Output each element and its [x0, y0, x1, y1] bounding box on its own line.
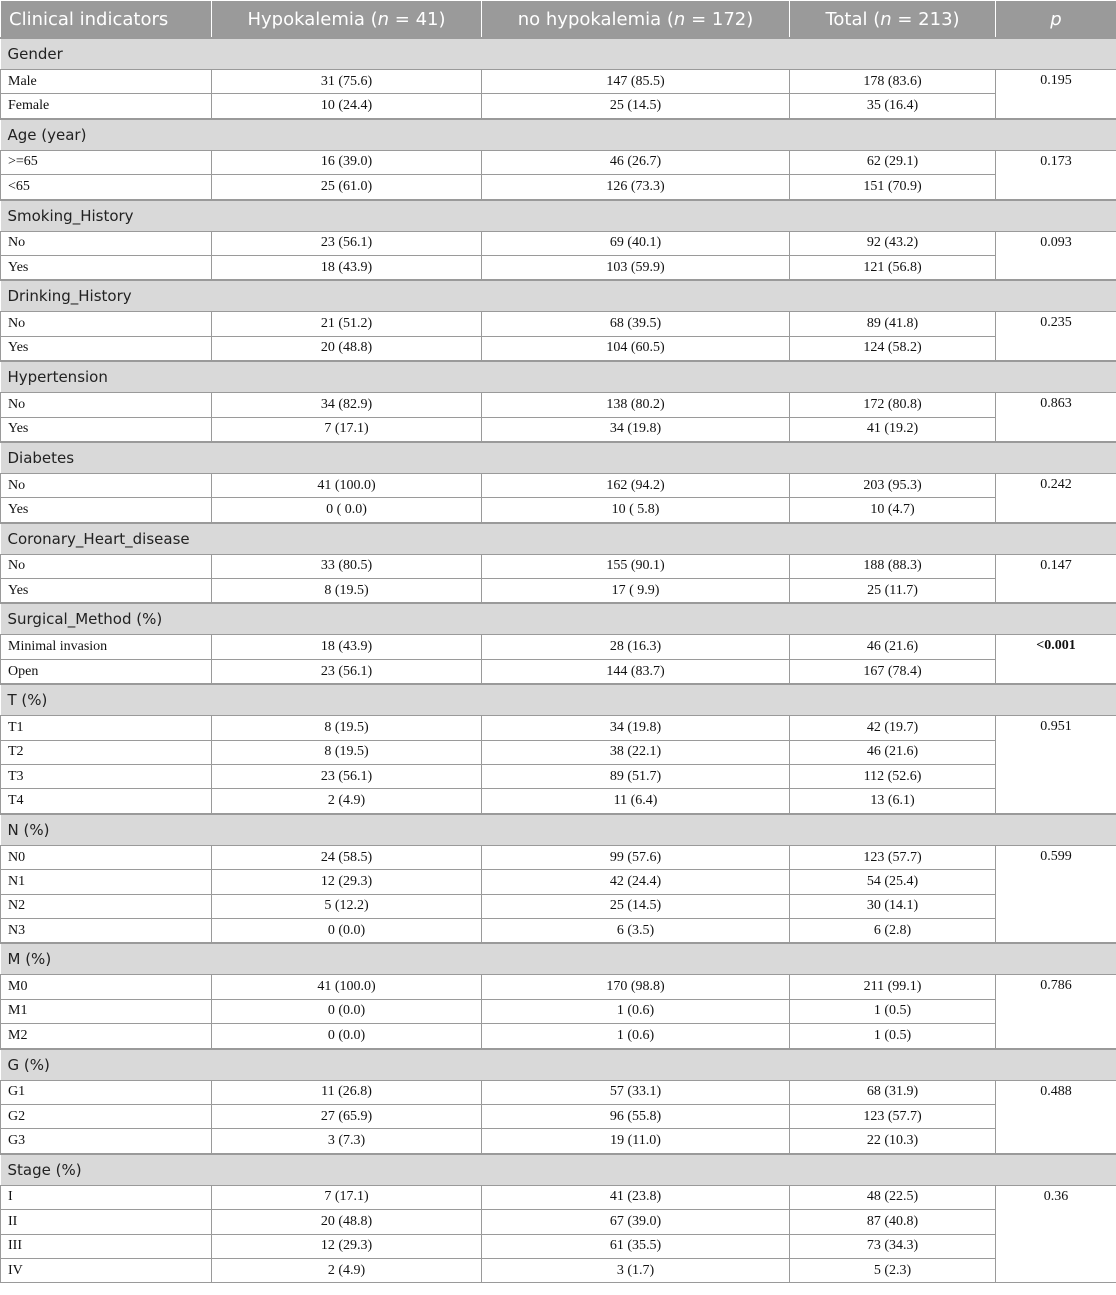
row-label: T4: [1, 789, 212, 814]
total-cell: 124 (58.2): [790, 336, 996, 361]
no-hypokalemia-cell: 68 (39.5): [482, 312, 790, 336]
total-cell: 5 (2.3): [790, 1258, 996, 1282]
no-hypokalemia-cell: 67 (39.0): [482, 1210, 790, 1234]
row-label: N1: [1, 870, 212, 894]
total-cell: 151 (70.9): [790, 175, 996, 200]
group-title: N (%): [1, 814, 1116, 846]
table-row: [1, 393, 1116, 417]
no-hypokalemia-cell: 104 (60.5): [482, 336, 790, 361]
no-hypokalemia-cell: 69 (40.1): [482, 231, 790, 255]
p-value-cell: 0.599: [996, 845, 1116, 943]
hypokalemia-cell: 21 (51.2): [212, 312, 482, 336]
hypokalemia-cell: 10 (24.4): [212, 94, 482, 119]
total-cell: 6 (2.8): [790, 918, 996, 943]
no-hypokalemia-cell: 28 (16.3): [482, 635, 790, 659]
p-value-cell: 0.863: [996, 393, 1116, 442]
row-label: Open: [1, 659, 212, 684]
total-cell: 62 (29.1): [790, 150, 996, 174]
table-row: [1, 1129, 1116, 1154]
hypokalemia-cell: 33 (80.5): [212, 554, 482, 578]
total-cell: 22 (10.3): [790, 1129, 996, 1154]
p-value-cell: 0.36: [996, 1185, 1116, 1283]
table-row: [1, 659, 1116, 684]
table-row: [1, 716, 1116, 740]
header-no-hypokalemia-n: n: [673, 8, 686, 30]
p-value-cell: 0.488: [996, 1080, 1116, 1154]
no-hypokalemia-cell: 17 ( 9.9): [482, 579, 790, 604]
no-hypokalemia-cell: 41 (23.8): [482, 1185, 790, 1209]
row-label: M1: [1, 999, 212, 1023]
row-label: >=65: [1, 150, 212, 174]
no-hypokalemia-cell: 25 (14.5): [482, 894, 790, 918]
total-cell: 46 (21.6): [790, 740, 996, 764]
row-label: Yes: [1, 417, 212, 442]
header-hypokalemia-suffix: = 41): [389, 8, 446, 30]
no-hypokalemia-cell: 38 (22.1): [482, 740, 790, 764]
header-total-suffix: = 213): [891, 8, 960, 30]
p-value-cell: 0.173: [996, 150, 1116, 199]
group-title: G (%): [1, 1049, 1116, 1081]
header-clinical-indicators: Clinical indicators: [1, 1, 212, 39]
total-cell: 89 (41.8): [790, 312, 996, 336]
no-hypokalemia-cell: 46 (26.7): [482, 150, 790, 174]
table-body: [1, 38, 1116, 1283]
header-row: [1, 1, 1116, 39]
hypokalemia-cell: 12 (29.3): [212, 1234, 482, 1258]
hypokalemia-cell: 2 (4.9): [212, 1258, 482, 1282]
no-hypokalemia-cell: 126 (73.3): [482, 175, 790, 200]
table-row: [1, 70, 1116, 94]
no-hypokalemia-cell: 61 (35.5): [482, 1234, 790, 1258]
total-cell: 30 (14.1): [790, 894, 996, 918]
table-row: [1, 740, 1116, 764]
total-cell: 13 (6.1): [790, 789, 996, 814]
row-label: Yes: [1, 498, 212, 523]
table-row: [1, 1258, 1116, 1282]
hypokalemia-cell: 7 (17.1): [212, 417, 482, 442]
row-label: No: [1, 554, 212, 578]
no-hypokalemia-cell: 42 (24.4): [482, 870, 790, 894]
group-header-row: [1, 1154, 1116, 1186]
no-hypokalemia-cell: 89 (51.7): [482, 765, 790, 789]
total-cell: 203 (95.3): [790, 473, 996, 497]
no-hypokalemia-cell: 34 (19.8): [482, 716, 790, 740]
row-label: II: [1, 1210, 212, 1234]
table-row: [1, 1024, 1116, 1049]
header-total: [790, 1, 996, 39]
row-label: Minimal invasion: [1, 635, 212, 659]
p-value-cell: <0.001: [996, 635, 1116, 684]
group-header-row: [1, 684, 1116, 716]
group-header-row: [1, 1049, 1116, 1081]
total-cell: 92 (43.2): [790, 231, 996, 255]
total-cell: 123 (57.7): [790, 845, 996, 869]
no-hypokalemia-cell: 147 (85.5): [482, 70, 790, 94]
table-row: [1, 765, 1116, 789]
total-cell: 68 (31.9): [790, 1080, 996, 1104]
table-row: [1, 312, 1116, 336]
hypokalemia-cell: 18 (43.9): [212, 635, 482, 659]
row-label: Yes: [1, 336, 212, 361]
hypokalemia-cell: 8 (19.5): [212, 740, 482, 764]
p-value-cell: 0.786: [996, 975, 1116, 1049]
group-header-row: [1, 361, 1116, 393]
total-cell: 54 (25.4): [790, 870, 996, 894]
hypokalemia-cell: 8 (19.5): [212, 716, 482, 740]
total-cell: 188 (88.3): [790, 554, 996, 578]
group-header-row: [1, 38, 1116, 70]
row-label: I: [1, 1185, 212, 1209]
table-row: [1, 1210, 1116, 1234]
table-row: [1, 417, 1116, 442]
table-row: [1, 255, 1116, 280]
total-cell: 172 (80.8): [790, 393, 996, 417]
total-cell: 178 (83.6): [790, 70, 996, 94]
hypokalemia-cell: 3 (7.3): [212, 1129, 482, 1154]
header-p-label: p: [1050, 8, 1062, 30]
row-label: No: [1, 231, 212, 255]
row-label: Yes: [1, 579, 212, 604]
row-label: G3: [1, 1129, 212, 1154]
group-header-row: [1, 280, 1116, 312]
no-hypokalemia-cell: 3 (1.7): [482, 1258, 790, 1282]
group-header-row: [1, 523, 1116, 555]
hypokalemia-cell: 0 (0.0): [212, 999, 482, 1023]
table-row: [1, 150, 1116, 174]
header-no-hypokalemia-suffix: = 172): [685, 8, 754, 30]
table-row: [1, 554, 1116, 578]
group-title: M (%): [1, 943, 1116, 975]
hypokalemia-cell: 20 (48.8): [212, 336, 482, 361]
table-row: [1, 918, 1116, 943]
table-row: [1, 336, 1116, 361]
hypokalemia-cell: 8 (19.5): [212, 579, 482, 604]
no-hypokalemia-cell: 25 (14.5): [482, 94, 790, 119]
no-hypokalemia-cell: 1 (0.6): [482, 1024, 790, 1049]
group-title: Coronary_Heart_disease: [1, 523, 1116, 555]
table-row: [1, 1234, 1116, 1258]
total-cell: 211 (99.1): [790, 975, 996, 999]
row-label: IV: [1, 1258, 212, 1282]
hypokalemia-cell: 23 (56.1): [212, 231, 482, 255]
no-hypokalemia-cell: 10 ( 5.8): [482, 498, 790, 523]
row-label: <65: [1, 175, 212, 200]
row-label: M2: [1, 1024, 212, 1049]
group-title: Surgical_Method (%): [1, 603, 1116, 635]
table-row: [1, 1080, 1116, 1104]
table-row: [1, 1104, 1116, 1128]
table-row: [1, 498, 1116, 523]
row-label: M0: [1, 975, 212, 999]
table-row: [1, 845, 1116, 869]
no-hypokalemia-cell: 103 (59.9): [482, 255, 790, 280]
hypokalemia-cell: 12 (29.3): [212, 870, 482, 894]
p-value-cell: 0.147: [996, 554, 1116, 603]
row-label: No: [1, 312, 212, 336]
group-title: Stage (%): [1, 1154, 1116, 1186]
row-label: G2: [1, 1104, 212, 1128]
row-label: T3: [1, 765, 212, 789]
total-cell: 35 (16.4): [790, 94, 996, 119]
header-hypokalemia: [212, 1, 482, 39]
hypokalemia-cell: 16 (39.0): [212, 150, 482, 174]
hypokalemia-cell: 24 (58.5): [212, 845, 482, 869]
total-cell: 1 (0.5): [790, 999, 996, 1023]
table-row: [1, 579, 1116, 604]
group-title: Diabetes: [1, 442, 1116, 474]
row-label: N0: [1, 845, 212, 869]
total-cell: 42 (19.7): [790, 716, 996, 740]
no-hypokalemia-cell: 144 (83.7): [482, 659, 790, 684]
p-value-cell: 0.242: [996, 473, 1116, 522]
no-hypokalemia-cell: 11 (6.4): [482, 789, 790, 814]
table-row: [1, 870, 1116, 894]
group-header-row: [1, 603, 1116, 635]
no-hypokalemia-cell: 99 (57.6): [482, 845, 790, 869]
p-value-cell: 0.235: [996, 312, 1116, 361]
group-header-row: [1, 119, 1116, 151]
row-label: N2: [1, 894, 212, 918]
total-cell: 25 (11.7): [790, 579, 996, 604]
table-row: [1, 1185, 1116, 1209]
hypokalemia-cell: 23 (56.1): [212, 765, 482, 789]
no-hypokalemia-cell: 138 (80.2): [482, 393, 790, 417]
group-title: Drinking_History: [1, 280, 1116, 312]
hypokalemia-cell: 41 (100.0): [212, 975, 482, 999]
row-label: No: [1, 473, 212, 497]
table-row: [1, 473, 1116, 497]
header-p-value: [996, 1, 1116, 39]
header-hypokalemia-prefix: Hypokalemia (: [247, 8, 378, 30]
no-hypokalemia-cell: 1 (0.6): [482, 999, 790, 1023]
group-header-row: [1, 442, 1116, 474]
group-title: T (%): [1, 684, 1116, 716]
header-total-prefix: Total (: [825, 8, 881, 30]
p-value-cell: 0.093: [996, 231, 1116, 280]
no-hypokalemia-cell: 19 (11.0): [482, 1129, 790, 1154]
no-hypokalemia-cell: 34 (19.8): [482, 417, 790, 442]
p-value-cell: 0.951: [996, 716, 1116, 814]
hypokalemia-cell: 5 (12.2): [212, 894, 482, 918]
total-cell: 121 (56.8): [790, 255, 996, 280]
hypokalemia-cell: 0 (0.0): [212, 918, 482, 943]
row-label: Male: [1, 70, 212, 94]
no-hypokalemia-cell: 96 (55.8): [482, 1104, 790, 1128]
hypokalemia-cell: 0 (0.0): [212, 1024, 482, 1049]
no-hypokalemia-cell: 57 (33.1): [482, 1080, 790, 1104]
table-row: [1, 231, 1116, 255]
total-cell: 48 (22.5): [790, 1185, 996, 1209]
no-hypokalemia-cell: 6 (3.5): [482, 918, 790, 943]
total-cell: 112 (52.6): [790, 765, 996, 789]
hypokalemia-cell: 34 (82.9): [212, 393, 482, 417]
row-label: T2: [1, 740, 212, 764]
hypokalemia-cell: 27 (65.9): [212, 1104, 482, 1128]
row-label: T1: [1, 716, 212, 740]
hypokalemia-cell: 18 (43.9): [212, 255, 482, 280]
hypokalemia-cell: 20 (48.8): [212, 1210, 482, 1234]
group-title: Smoking_History: [1, 200, 1116, 232]
total-cell: 10 (4.7): [790, 498, 996, 523]
group-header-row: [1, 814, 1116, 846]
row-label: No: [1, 393, 212, 417]
header-total-n: n: [880, 8, 892, 30]
header-no-hypokalemia: [482, 1, 790, 39]
group-header-row: [1, 943, 1116, 975]
hypokalemia-cell: 11 (26.8): [212, 1080, 482, 1104]
table-row: [1, 94, 1116, 119]
table-row: [1, 975, 1116, 999]
p-value-cell: 0.195: [996, 70, 1116, 119]
total-cell: 87 (40.8): [790, 1210, 996, 1234]
hypokalemia-cell: 41 (100.0): [212, 473, 482, 497]
row-label: Female: [1, 94, 212, 119]
header-no-hypokalemia-prefix: no hypokalemia (: [517, 8, 674, 30]
table-row: [1, 999, 1116, 1023]
row-label: III: [1, 1234, 212, 1258]
header-hypokalemia-n: n: [377, 8, 390, 30]
total-cell: 123 (57.7): [790, 1104, 996, 1128]
table-row: [1, 789, 1116, 814]
row-label: Yes: [1, 255, 212, 280]
hypokalemia-cell: 0 ( 0.0): [212, 498, 482, 523]
hypokalemia-cell: 31 (75.6): [212, 70, 482, 94]
total-cell: 1 (0.5): [790, 1024, 996, 1049]
group-header-row: [1, 200, 1116, 232]
group-title: Hypertension: [1, 361, 1116, 393]
total-cell: 46 (21.6): [790, 635, 996, 659]
row-label: G1: [1, 1080, 212, 1104]
group-title: Gender: [1, 38, 1116, 70]
hypokalemia-cell: 23 (56.1): [212, 659, 482, 684]
row-label: N3: [1, 918, 212, 943]
total-cell: 73 (34.3): [790, 1234, 996, 1258]
table-header: [1, 1, 1116, 39]
no-hypokalemia-cell: 162 (94.2): [482, 473, 790, 497]
hypokalemia-cell: 2 (4.9): [212, 789, 482, 814]
no-hypokalemia-cell: 170 (98.8): [482, 975, 790, 999]
total-cell: 41 (19.2): [790, 417, 996, 442]
hypokalemia-cell: 7 (17.1): [212, 1185, 482, 1209]
no-hypokalemia-cell: 155 (90.1): [482, 554, 790, 578]
total-cell: 167 (78.4): [790, 659, 996, 684]
table-row: [1, 894, 1116, 918]
group-title: Age (year): [1, 119, 1116, 151]
table-row: [1, 175, 1116, 200]
table-row: [1, 635, 1116, 659]
hypokalemia-cell: 25 (61.0): [212, 175, 482, 200]
